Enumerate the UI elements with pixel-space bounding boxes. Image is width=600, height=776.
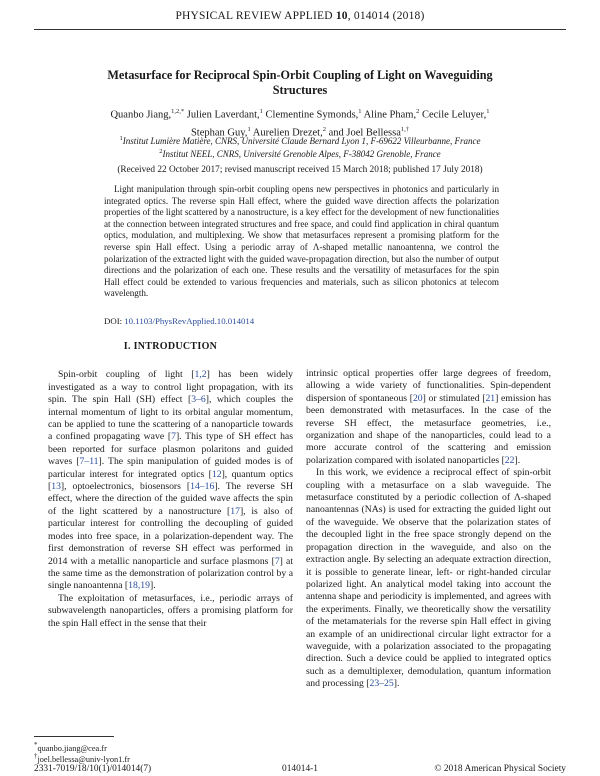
footnote-email[interactable]: quanbo.jiang@cea.fr [37, 743, 107, 753]
intro-paragraph-1 [48, 369, 293, 592]
citation-link[interactable]: 7 [171, 431, 176, 443]
text-run: ] emission has been demonstrated with metasurfaces. In the case of the reverse SH effect, the metasurface geometries, i.e., organization and shape of the nanoparticles, could lead to a more accurate control of the scattering and emission polarization compared with isolated nanoparticles [ [306, 392, 551, 466]
author-affil-mark: 1 [358, 108, 362, 115]
right-column [306, 368, 551, 691]
paper-title [60, 68, 540, 98]
text-run: In this work, we evidence a reciprocal effect of spin-orbit coupling with a metasurface on a slab waveguide. The metasurface constituted by a periodic collection of Λ-shaped nanoantennas (NAs) is used for extracting the guided light out of the waveguide. We observe that the polarization states of the decoupled light in the free space strongly depend on the propagation direction in the waveguide, and also on the extraction angle. By selecting an adequate extraction direction, it is possible to generate linear, left- or right-handed circular polarized light. An analytical model taking into account the antenna shape and periodicity is implemented, and agrees with the experiments. Finally, we theoretically show the versatility of the metamaterials for the reverse spin Hall effect in giving an example of an unidirectional circular light extractor for a waveguide, with a polarization associated to the propagating direction. Such a device could be applied to integrated optics such as a demultiplexer, demodulation, quantum information and processing [ [306, 467, 551, 690]
title-line-1: Metasurface for Reciprocal Spin-Orbit Coupling of Light on Waveguiding [107, 68, 493, 82]
citation-link[interactable]: 7–11 [79, 456, 99, 468]
footer-copyright: © 2018 American Physical Society [434, 764, 566, 774]
text-run: ], is also of particular interest for controlling the decoupling of guided modes into free space, in a polarization-dependent way. The first demonstration of reverse SH effect was performed in 2014 with a metallic nanoparticle and surface plasmons [ [48, 505, 293, 567]
author-name: Quanbo Jiang, [110, 109, 172, 121]
citation-link[interactable]: 13 [51, 481, 61, 493]
affiliation-text: Institut Lumière Matière, CNRS, Université Claude Bernard Lyon 1, F-69622 Villeurbanne, France [122, 136, 481, 146]
section-heading: I. INTRODUCTION [123, 341, 218, 352]
citation-link[interactable]: 22 [504, 454, 515, 466]
doi-line [104, 316, 254, 326]
citation-link[interactable]: 18,19 [128, 580, 150, 592]
text-run: Spin-orbit coupling of light [ [58, 369, 195, 381]
citation-link[interactable]: 7 [274, 555, 280, 567]
text-run: ], which couples the internal momentum of light to its orbital angular momentum, can be applied to tune the scattering of a nanoparticle towards a confined propagating wave [ [48, 394, 293, 443]
text-run: ] or stimulated [ [422, 392, 486, 404]
author-name: Stephan Guy, [190, 127, 248, 138]
text-run: ]. This type of SH effect has been reported for surface plasmon polaritons and guided waves [ [48, 431, 293, 468]
text-run: ]. [149, 580, 156, 592]
journal-issue: , 014014 (2018) [347, 10, 425, 22]
affiliation-1 [60, 133, 540, 147]
citation-link[interactable]: 23–25 [369, 678, 394, 690]
author-line-1 [60, 105, 540, 123]
citation-link[interactable]: 14–16 [190, 481, 215, 493]
doi-link[interactable]: 10.1103/PhysRevApplied.10.014014 [124, 316, 255, 326]
footnote-mark: * [34, 742, 38, 749]
journal-volume: 10 [335, 10, 348, 22]
author-affil-mark: 1,† [400, 125, 410, 133]
author-affil-mark: 1 [259, 108, 263, 115]
intro-paragraph-2-cont [306, 368, 551, 467]
citation-link[interactable]: 21 [485, 392, 496, 404]
citation-link[interactable]: 20 [412, 392, 423, 404]
intro-paragraph-3 [306, 467, 551, 690]
author-name: Cecile Leluyer, [419, 109, 487, 121]
citation-link[interactable]: 3–6 [191, 394, 206, 406]
text-run: ]. [393, 678, 400, 690]
footer-page-number: 014014-1 [282, 764, 318, 774]
affiliation-2 [60, 146, 540, 160]
footnote-2 [34, 751, 130, 765]
text-run: ] has been widely investigated as a way to control light propagation, with its spin. The spin Hall (SH) effect [ [48, 369, 294, 406]
received-dates: (Received 22 October 2017; revised manuscript received 15 March 2018; published 17 July 2018) [117, 165, 483, 175]
citation-link[interactable]: 1,2 [194, 369, 207, 381]
affiliation-text: Institut NEEL, CNRS, Université Grenoble Alpes, F-38042 Grenoble, France [162, 149, 441, 159]
abstract: Light manipulation through spin-orbit coupling opens new perspectives in photonics and particularly in integrated optics. The reverse spin Hall effect, where the guided wave direction affects the polarization properties of the light scattered by a nanostructure, is a key effect for the development of new functionalities at the connection between integrated structures and free space, and could find application in chiral quantum optics, modulation, and multiplexing. We show that metasurfaces represent a promising platform for the reverse spin Hall effect. Using a periodic array of Λ-shaped metallic nanoantenna, we control the polarization of the extracted light with the guided wave-propagation direction, but also the number of output directions and the polarization of each one. These results and the versatility of metasurfaces for the spin Hall effect could be extended to various frequencies and materials, such as silicon photonics at telecom wavelength. [104, 184, 499, 299]
header-rule [34, 29, 566, 30]
author-name: Aline Pham, [361, 109, 417, 121]
footnote-mark: † [34, 753, 38, 760]
journal-name: PHYSICAL REVIEW APPLIED [175, 10, 336, 22]
journal-header [34, 10, 566, 30]
text-run: ]. The spin manipulation of guided modes is of particular interest for integrated optics [ [48, 456, 294, 480]
citation-link[interactable]: 17 [230, 505, 240, 517]
author-affil-mark: 2 [322, 125, 326, 133]
author-affil-mark: 1 [247, 125, 251, 133]
text-run: intrinsic optical properties offer large degrees of freedom, allowing a wide variety of functionalities. Spin-dependent dispersion of spontaneous [ [306, 368, 551, 404]
text-run: ]. The reverse SH effect, where the direction of the guided wave affects the spin of the light scattered by a nanostructure [ [48, 481, 293, 517]
footnote-rule [34, 736, 114, 737]
doi-label: DOI: [104, 316, 125, 326]
author-name: Clementine Symonds, [262, 109, 359, 121]
author-name: Aurelien Drezet, [250, 127, 323, 138]
text-run: ], quantum optics [ [48, 468, 293, 493]
author-affil-mark: 1 [486, 108, 490, 115]
left-column [48, 341, 293, 630]
footer-issn: 2331-7019/18/10(1)/014014(7) [34, 764, 152, 774]
title-line-2: Structures [272, 83, 328, 97]
author-name: Julien Laverdant, [184, 109, 260, 121]
author-affil-mark: 2 [416, 108, 420, 115]
intro-paragraph-2: The exploitation of metasurfaces, i.e., periodic arrays of subwavelength nanoparticles, offers a promising platform for the spin Hall effect in the sense that their [48, 592, 293, 629]
author-affil-mark: 1,2,* [171, 108, 185, 115]
footnote-email[interactable]: joel.bellessa@univ-lyon1.fr [37, 754, 130, 764]
text-run: ] at the same time as the demonstration of polarization control by a single nanoantenna [ [48, 555, 294, 592]
author-name: and Joel Bellessa [325, 127, 401, 138]
affiliation-mark: 1 [119, 135, 123, 142]
affiliation-mark: 2 [159, 148, 163, 155]
citation-link[interactable]: 12 [211, 468, 222, 480]
text-run: ], optoelectronics, biosensors [ [60, 481, 191, 493]
text-run: ]. [514, 454, 521, 466]
